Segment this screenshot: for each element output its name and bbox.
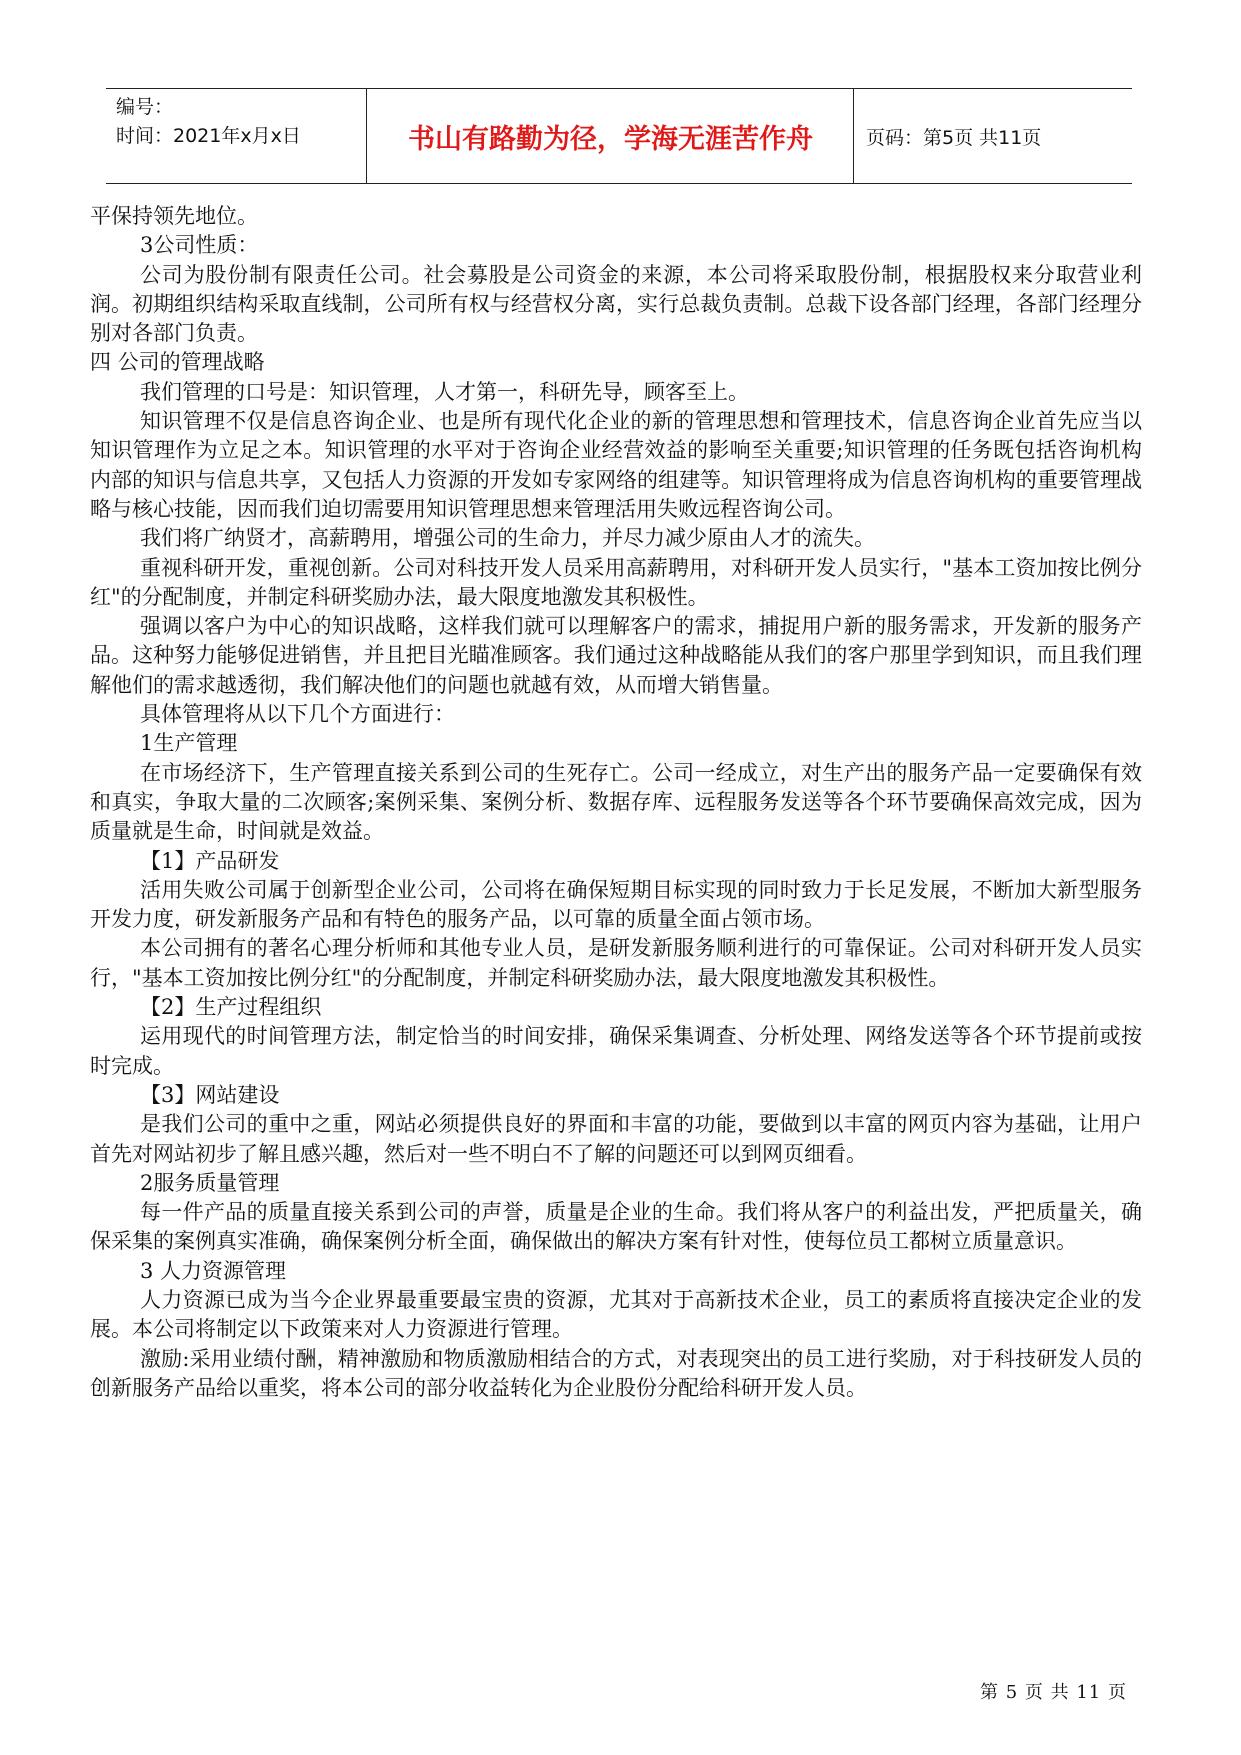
paragraph: 在市场经济下，生产管理直接关系到公司的生死存亡。公司一经成立，对生产出的服务产品一定要确保有效和真实，争取大量的二次顾客;案例采集、案例分析、数据存库、远程服务发送等各个环节要确保高效完成，因为质量就是生命，时间就是效益。 bbox=[90, 760, 1142, 844]
section-heading: 3 人力资源管理 bbox=[140, 1258, 287, 1283]
paragraph: 本公司拥有的著名心理分析师和其他专业人员，是研发新服务顺利进行的可靠保证。公司对科研开发人员实行，"基本工资加按比例分红"的分配制度，并制定科研奖励办法，最大限度地激发其积极性。 bbox=[90, 936, 1142, 990]
subsection-heading: 【1】产品研发 bbox=[140, 848, 280, 873]
paragraph: 强调以客户为中心的知识战略，这样我们就可以理解客户的需求，捕捉用户新的服务需求，开发新的服务产品。这种努力能够促进销售，并且把目光瞄准顾客。我们通过这种战略能从我们的客户那里学到知识，而且我们理解他们的需求越透彻，我们解决他们的问题也就越有效，从而增大销售量。 bbox=[90, 614, 1142, 697]
header-divider bbox=[366, 89, 367, 183]
section-heading: 3公司性质： bbox=[140, 233, 259, 258]
document-number-label: 编号： bbox=[116, 96, 174, 118]
paragraph: 公司为股份制有限责任公司。社会募股是公司资金的来源，本公司将采取股份制，根据股权来分取营业利润。初期组织结构采取直线制，公司所有权与经营权分离，实行总裁负责制。总裁下设各部门经理，各部门经理分别对各部门负责。 bbox=[90, 262, 1142, 346]
paragraph: 我们将广纳贤才，高薪聘用，增强公司的生命力，并尽力减少原由人才的流失。 bbox=[140, 526, 875, 551]
paragraph: 每一件产品的质量直接关系到公司的声誉，质量是企业的生命。我们将从客户的利益出发，严把质量关，确保采集的案例真实准确，确保案例分析全面，确保做出的解决方案有针对性，使每位员工都树立质量意识。 bbox=[90, 1200, 1142, 1254]
paragraph: 运用现代的时间管理方法，制定恰当的时间安排，确保采集调查、分析处理、网络发送等各个环节提前或按时完成。 bbox=[90, 1024, 1142, 1078]
header-meta bbox=[116, 93, 376, 151]
paragraph: 平保持领先地位。 bbox=[90, 204, 258, 228]
paragraph: 激励:采用业绩付酬，精神激励和物质激励相结合的方式，对表现突出的员工进行奖励，对于科技研发人员的创新服务产品给以重奖，将本公司的部分收益转化为企业股份分配给科研开发人员。 bbox=[90, 1346, 1142, 1400]
subsection-heading: 【2】生产过程组织 bbox=[140, 995, 322, 1020]
paragraph: 是我们公司的重中之重，网站必须提供良好的界面和丰富的功能，要做到以丰富的网页内容为基础，让用户首先对网站初步了解且感兴趣，然后对一些不明白不了解的问题还可以到网页细看。 bbox=[90, 1112, 1142, 1166]
header-page-label: 页码：第5页 共11页 bbox=[866, 126, 1042, 149]
page-header bbox=[106, 88, 1132, 184]
header-motto: 书山有路勤为径，学海无涯苦作舟 bbox=[408, 123, 813, 155]
paragraph: 活用失败公司属于创新型企业公司，公司将在确保短期目标实现的同时致力于长足发展，不断加大新型服务开发力度，研发新服务产品和有特色的服务产品，以可靠的质量全面占领市场。 bbox=[90, 877, 1142, 932]
paragraph: 人力资源已成为当今企业界最重要最宝贵的资源，尤其对于高新技术企业，员工的素质将直接决定企业的发展。本公司将制定以下政策来对人力资源进行管理。 bbox=[90, 1287, 1142, 1342]
section-heading: 2服务质量管理 bbox=[140, 1170, 280, 1195]
document-time-label: 时间：2021年x月x日 bbox=[116, 125, 301, 147]
paragraph: 我们管理的口号是：知识管理，人才第一，科研先导，顾客至上。 bbox=[140, 379, 749, 404]
header-divider bbox=[853, 89, 854, 183]
paragraph: 知识管理不仅是信息咨询企业、也是所有现代化企业的新的管理思想和管理技术，信息咨询企业首先应当以知识管理作为立足之本。知识管理的水平对于咨询企业经营效益的影响至关重要;知识管理的任务既包括咨询机构内部的知识与信息共享，又包括人力资源的开发如专家网络的组建等。知识管理将成为信息咨询机构的重要管理战略与核心技能，因而我们迫切需要用知识管理思想来管理活用失败远程咨询公司。 bbox=[90, 409, 1142, 521]
document-body bbox=[90, 202, 1142, 1403]
paragraph: 具体管理将从以下几个方面进行： bbox=[140, 702, 455, 727]
page-footer: 第 5 页 共 11 页 bbox=[980, 1682, 1127, 1703]
subsection-heading: 【3】网站建设 bbox=[140, 1082, 280, 1107]
paragraph: 重视科研开发，重视创新。公司对科技开发人员采用高薪聘用，对科研开发人员实行，"基本工资加按比例分红"的分配制度，并制定科研奖励办法，最大限度地激发其积极性。 bbox=[90, 555, 1142, 609]
section-heading: 1生产管理 bbox=[140, 731, 238, 756]
section-heading: 四 公司的管理战略 bbox=[90, 350, 265, 375]
